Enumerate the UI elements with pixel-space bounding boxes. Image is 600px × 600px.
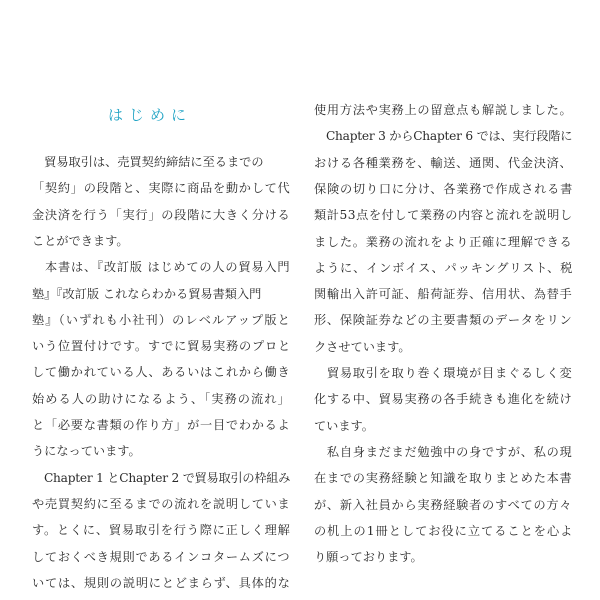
text-line: と「必要な書類の作り方」が一目でわかるよ <box>32 418 291 432</box>
text-line: 使用方法や実務上の留意点も解説しました。 <box>314 103 573 117</box>
text-line: おける各種業務を、輸送、通関、代金決済、 <box>314 155 573 170</box>
text-line: す。とくに、貿易取引を行う際に正しく理解 <box>32 523 291 538</box>
text-line: 貿易取引は、売買契約締結に至るまでの <box>32 155 264 169</box>
text-line: して働かれている人、あるいはこれから働き <box>32 365 291 380</box>
text-line: 本書は、『改訂版 はじめての人の貿易入門 <box>32 260 291 275</box>
text-line: の机上の1冊としてお役に立てることを心よ <box>314 523 574 538</box>
text-line: クさせています。 <box>314 339 411 354</box>
text-line: 「契約」の段階と、実際に商品を動かして代 <box>32 181 291 196</box>
text-line: 始める人の助けになるよう、「実務の流れ」 <box>32 391 291 406</box>
text-line: ています。 <box>314 418 374 433</box>
text-line: 保険の切り口に分け、各業務で作成される書 <box>314 181 574 196</box>
text-line: ました。業務の流れをより正確に理解できる <box>314 234 573 249</box>
text-line: Chapter 1 とChapter 2 で貿易取引の枠組み <box>32 470 291 485</box>
page-title: はじめに <box>107 106 192 124</box>
text-line: 形、保険証券などの主要書類のデータをリン <box>314 313 573 328</box>
text-line: 関輸出入許可証、船荷証券、信用状、為替手 <box>314 287 573 302</box>
text-line: 貿易取引を取り巻く環境が目まぐるしく変 <box>314 366 573 380</box>
text-line: 在までの実務経験と知識を取りまとめた本書 <box>314 471 573 486</box>
text-line: ように、インボイス、パッキングリスト、税 <box>314 260 574 275</box>
text-line: や売買契約に至るまでの流れを説明していま <box>32 496 291 511</box>
text-line: 金決済を行う「実行」の段階に大きく分ける <box>32 207 291 222</box>
text-line: 私自身まだまだ勉強中の身ですが、私の現 <box>314 444 573 459</box>
text-line: り願っております。 <box>314 550 423 565</box>
text-line: 化する中、貿易実務の各手続きも進化を続け <box>314 392 573 407</box>
text-line: 類計53点を付して業務の内容と流れを説明し <box>314 208 573 223</box>
text-line: いう位置付けです。すでに貿易実務のプロと <box>32 339 291 354</box>
text-line: Chapter 3 からChapter 6 では、実行段階に <box>314 129 573 144</box>
text-line: 塾』『改訂版 これならわかる貿易書類入門 <box>32 286 262 301</box>
text-line: うになっています。 <box>32 444 141 459</box>
text-line: ことができます。 <box>32 233 129 248</box>
text-line: いては、規則の説明にとどまらず、具体的な <box>32 575 291 590</box>
text-line: が、新入社員から実務経験者のすべての方々 <box>314 497 573 512</box>
text-line: 塾』（いずれも小社刊）のレベルアップ版と <box>32 312 291 327</box>
text-line: しておくべき規則であるインコタームズにつ <box>32 549 291 564</box>
